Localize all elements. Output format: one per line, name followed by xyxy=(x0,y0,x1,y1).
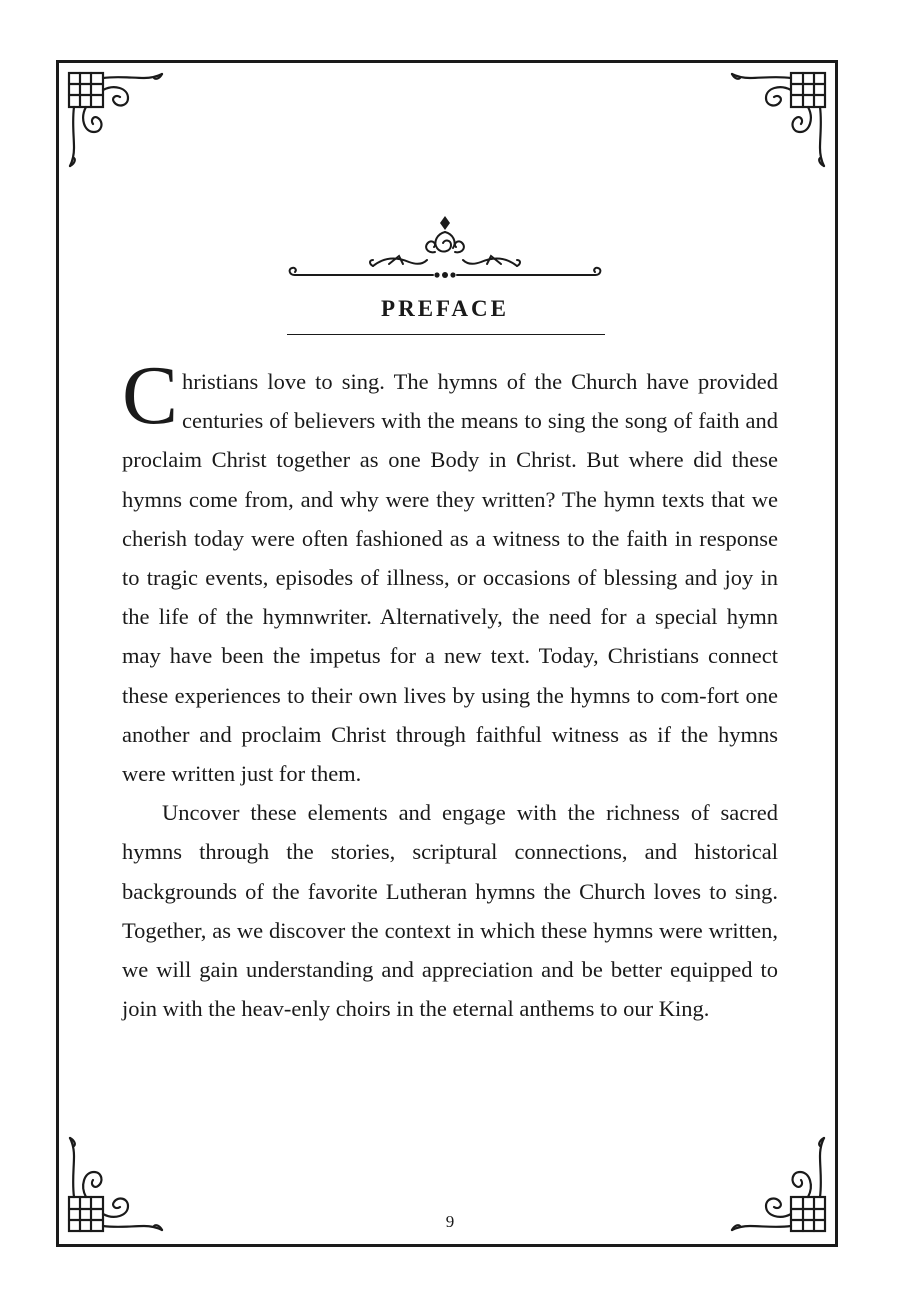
title-underline xyxy=(287,334,605,335)
paragraph-text: hristians love to sing. The hymns of the Church have provided centuries of believers with the means to sing the song of faith and proclaim Christ together as one Body in Christ. But where did these hymns come from, and why were they written? The hymn texts that we cherish today were often fashioned as a witness to the faith in response to tragic events, episodes of illness, or occasions of blessing and joy in the life of the hymnwriter. Alternatively, the need for a special hymn may have been the impetus for a new text. Today, Christians connect these experiences to their own lives by using the hymns to com-fort one another and proclaim Christ through faithful witness as if the hymns were written just for them. xyxy=(122,369,778,787)
drop-cap: C xyxy=(122,349,179,442)
page-number: 9 xyxy=(445,1212,455,1231)
paragraph xyxy=(122,349,778,793)
scroll-ornament-icon xyxy=(285,214,605,286)
corner-flourish-icon xyxy=(728,1134,828,1234)
corner-flourish-icon xyxy=(66,70,166,170)
page-title: PREFACE xyxy=(381,296,509,321)
preface-body xyxy=(122,349,778,1028)
corner-flourish-icon xyxy=(66,1134,166,1234)
paragraph: Uncover these elements and engage with the richness of sacred hymns through the stories, scriptural connections, and historical backgrounds of the favorite Lutheran hymns the Church loves to sing. Together, as we discover the context in which these hymns were written, we will gain understanding and appreciation and be better equipped to join with the heav-enly choirs in the eternal anthems to our King. xyxy=(122,800,778,1022)
corner-flourish-icon xyxy=(728,70,828,170)
